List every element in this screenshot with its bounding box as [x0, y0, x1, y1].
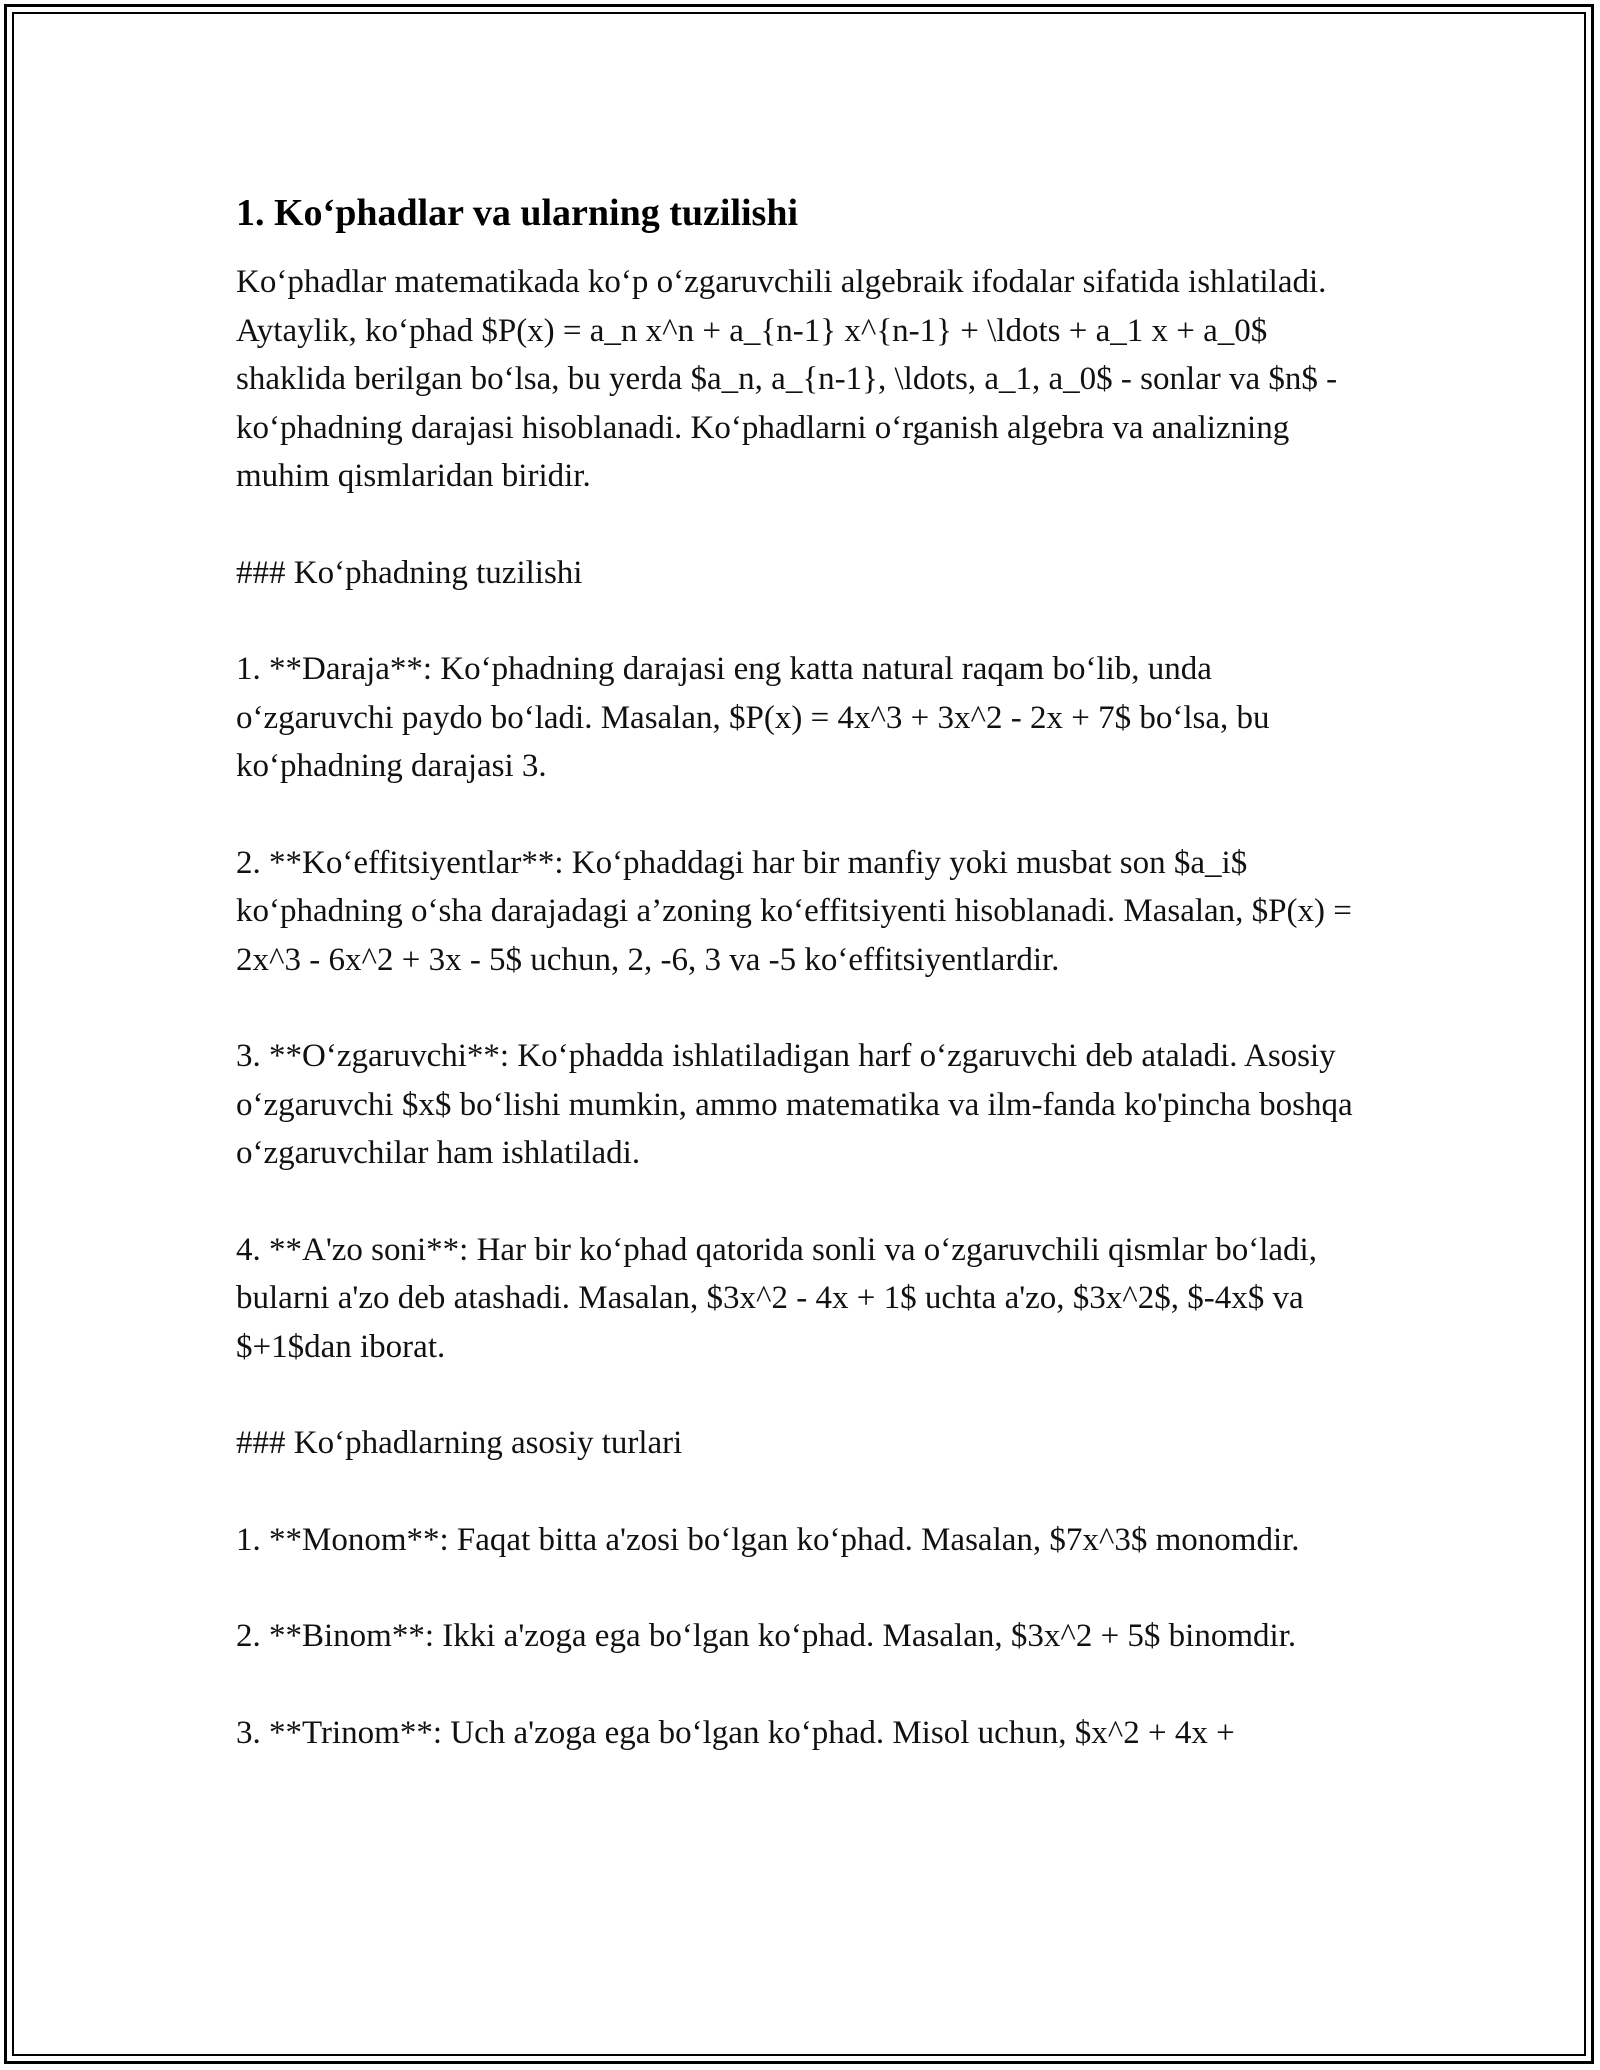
document-body — [236, 186, 1376, 1805]
section-heading-structure: ### Ko‘phadning tuzilishi — [236, 554, 583, 591]
list-item-variable: 3. **O‘zgaruvchi**: Ko‘phadda ishlatiladigan harf o‘zgaruvchi deb ataladi. Asosiy o‘zgaruvchi $x$ bo‘lishi mumkin, ammo matematika va ilm-fanda ko'pincha boshqa o‘zgaruvchilar ham ishlatiladi. — [236, 1038, 1353, 1171]
list-item-coefficients: 2. **Ko‘effitsiyentlar**: Ko‘phaddagi har bir manfiy yoki musbat son $a_i$ ko‘phadning o‘sha darajadagi a’zoning ko‘effitsiyenti hisoblanadi. Masalan, $P(x) = 2x^3 - 6x^2 + 3x - 5$ uchun, 2, -6, 3 va -5 ko‘effitsiyentlardir. — [236, 844, 1352, 978]
document-title: 1. Ko‘phadlar va ularning tuzilishi — [236, 192, 799, 234]
list-item-monom: 1. **Monom**: Faqat bitta a'zosi bo‘lgan ko‘phad. Masalan, $7x^3$ monomdir. — [236, 1521, 1300, 1558]
paragraph-intro: Ko‘phadlar matematikada ko‘p o‘zgaruvchili algebraik ifodalar sifatida ishlatiladi. Aytaylik, ko‘phad $P(x) = a_n x^n + a_{n-1} x^{n-1} + \ldots + a_1 x + a_0$ shaklida berilgan bo‘lsa, bu yerda $a_n, a_{n-1}, \ldots, a_1, a_0$ - sonlar va $n$ - ko‘phadning darajasi hisoblanadi. Ko‘phadlarni o‘rganish algebra va analizning muhim qismlaridan biridir. — [236, 264, 1338, 494]
list-item-trinom: 3. **Trinom**: Uch a'zoga ega bo‘lgan ko‘phad. Misol uchun, $x^2 + 4x + — [236, 1714, 1235, 1751]
list-item-term-count: 4. **A'zo soni**: Har bir ko‘phad qatorida sonli va o‘zgaruvchili qismlar bo‘ladi, bularni a'zo deb atashadi. Masalan, $3x^2 - 4x + 1$ uchta a'zo, $3x^2$, $-4x$ va $+1$dan iborat. — [236, 1231, 1317, 1365]
section-heading-types: ### Ko‘phadlarning asosiy turlari — [236, 1425, 683, 1461]
list-item-degree: 1. **Daraja**: Ko‘phadning darajasi eng katta natural raqam bo‘lib, unda o‘zgaruvchi paydo bo‘ladi. Masalan, $P(x) = 4x^3 + 3x^2 - 2x + 7$ bo‘lsa, bu ko‘phadning darajasi 3. — [236, 651, 1270, 784]
list-item-binom: 2. **Binom**: Ikki a'zoga ega bo‘lgan ko‘phad. Masalan, $3x^2 + 5$ binomdir. — [236, 1618, 1297, 1654]
